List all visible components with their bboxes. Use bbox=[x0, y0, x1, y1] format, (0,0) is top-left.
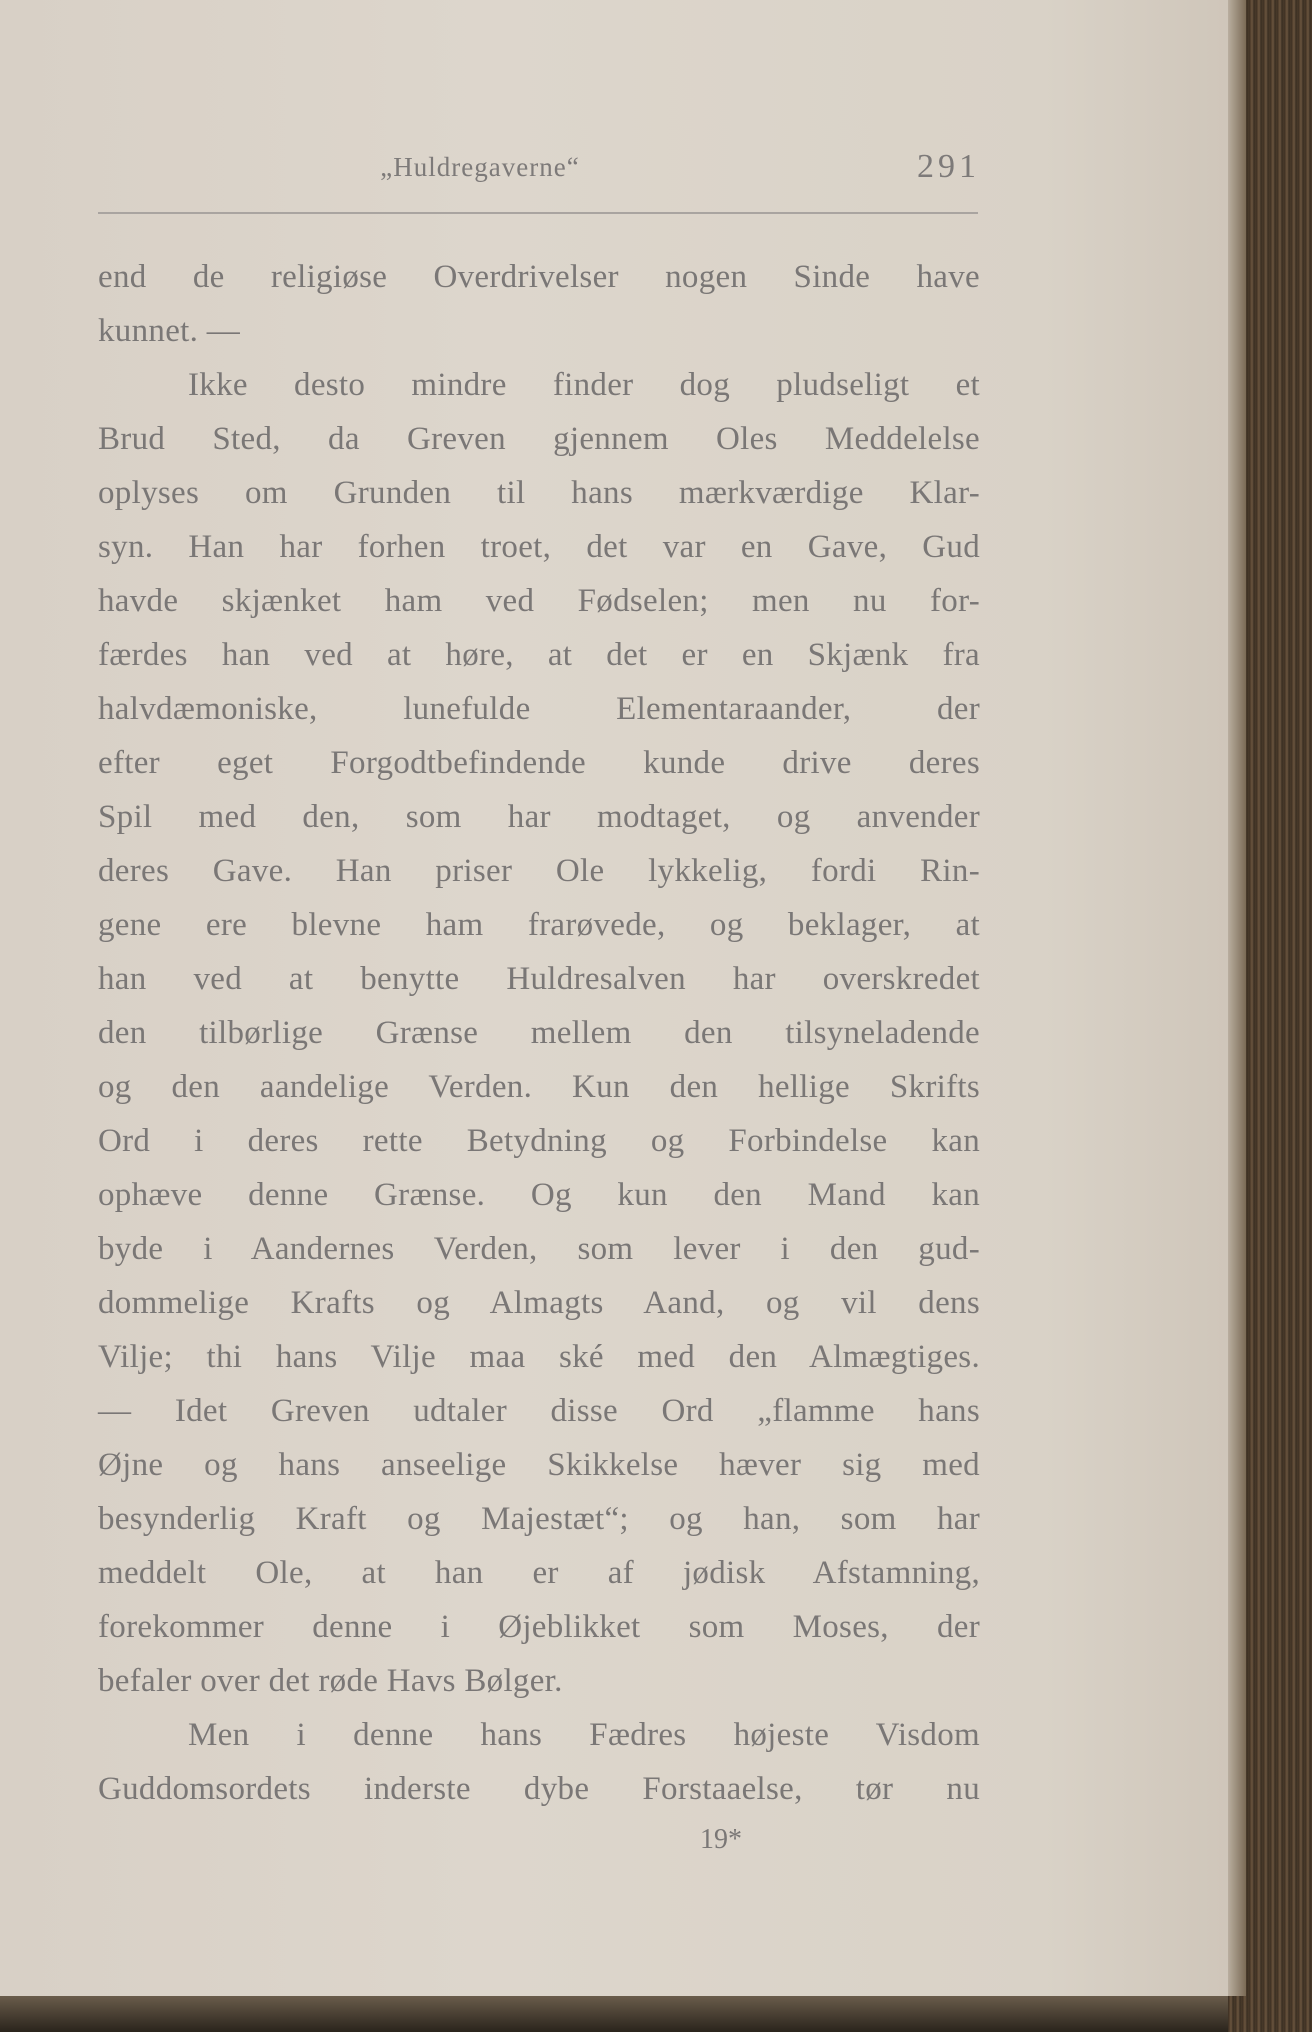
text-line: Brud Sted, da Greven gjennem Oles Meddelelse bbox=[98, 421, 980, 457]
running-head-title: „Huldregaverne“ bbox=[380, 152, 580, 182]
page-number: 291 bbox=[917, 148, 980, 185]
text-line: end de religiøse Overdrivelser nogen Sinde have bbox=[98, 259, 980, 295]
text-line: oplyses om Grunden til hans mærkværdige Klar- bbox=[98, 475, 980, 511]
text-line: meddelt Ole, at han er af jødisk Afstamning, bbox=[98, 1555, 980, 1591]
text-line: Ord i deres rette Betydning og Forbindelse kan bbox=[98, 1123, 980, 1159]
text-line: Guddomsordets inderste dybe Forstaaelse, tør nu bbox=[98, 1771, 980, 1807]
text-line: han ved at benytte Huldresalven har overskredet bbox=[98, 961, 980, 997]
text-line: gene ere blevne ham frarøvede, og beklager, at bbox=[98, 907, 980, 943]
text-line: besynderlig Kraft og Majestæt“; og han, som har bbox=[98, 1501, 980, 1537]
text-line: ophæve denne Grænse. Og kun den Mand kan bbox=[98, 1177, 980, 1213]
text-line: Øjne og hans anseelige Skikkelse hæver sig med bbox=[98, 1447, 980, 1483]
text-line: havde skjænket ham ved Fødselen; men nu for- bbox=[98, 583, 980, 619]
text-line: kunnet. — bbox=[98, 313, 241, 349]
text-line: befaler over det røde Havs Bølger. bbox=[98, 1663, 563, 1699]
signature-mark: 19* bbox=[700, 1824, 742, 1855]
text-line: færdes han ved at høre, at det er en Skjænk fra bbox=[98, 637, 980, 673]
page-edge-shadow bbox=[1228, 0, 1246, 1996]
text-line: — Idet Greven udtaler disse Ord „flamme hans bbox=[98, 1393, 980, 1429]
header-rule bbox=[98, 212, 978, 214]
text-line: Spil med den, som har modtaget, og anvender bbox=[98, 799, 980, 835]
text-line: Vilje; thi hans Vilje maa ské med den Almægtiges. bbox=[98, 1339, 980, 1375]
text-line: deres Gave. Han priser Ole lykkelig, fordi Rin- bbox=[98, 853, 980, 889]
text-line: og den aandelige Verden. Kun den hellige Skrifts bbox=[98, 1069, 980, 1105]
running-head bbox=[100, 146, 980, 194]
bottom-shadow bbox=[0, 1996, 1228, 2032]
text-line: Ikke desto mindre finder dog pludseligt et bbox=[188, 367, 980, 403]
text-line: dommelige Krafts og Almagts Aand, og vil dens bbox=[98, 1285, 980, 1321]
text-line: halvdæmoniske, lunefulde Elementaraander, der bbox=[98, 691, 980, 727]
text-line: syn. Han har forhen troet, det var en Gave, Gud bbox=[98, 529, 980, 565]
text-line: byde i Aandernes Verden, som lever i den gud- bbox=[98, 1231, 980, 1267]
text-line: forekommer denne i Øjeblikket som Moses, der bbox=[98, 1609, 980, 1645]
text-line: efter eget Forgodtbefindende kunde drive deres bbox=[98, 745, 980, 781]
text-line: Men i denne hans Fædres højeste Visdom bbox=[188, 1717, 980, 1753]
text-line: den tilbørlige Grænse mellem den tilsyneladende bbox=[98, 1015, 980, 1051]
body-text bbox=[98, 250, 980, 1816]
